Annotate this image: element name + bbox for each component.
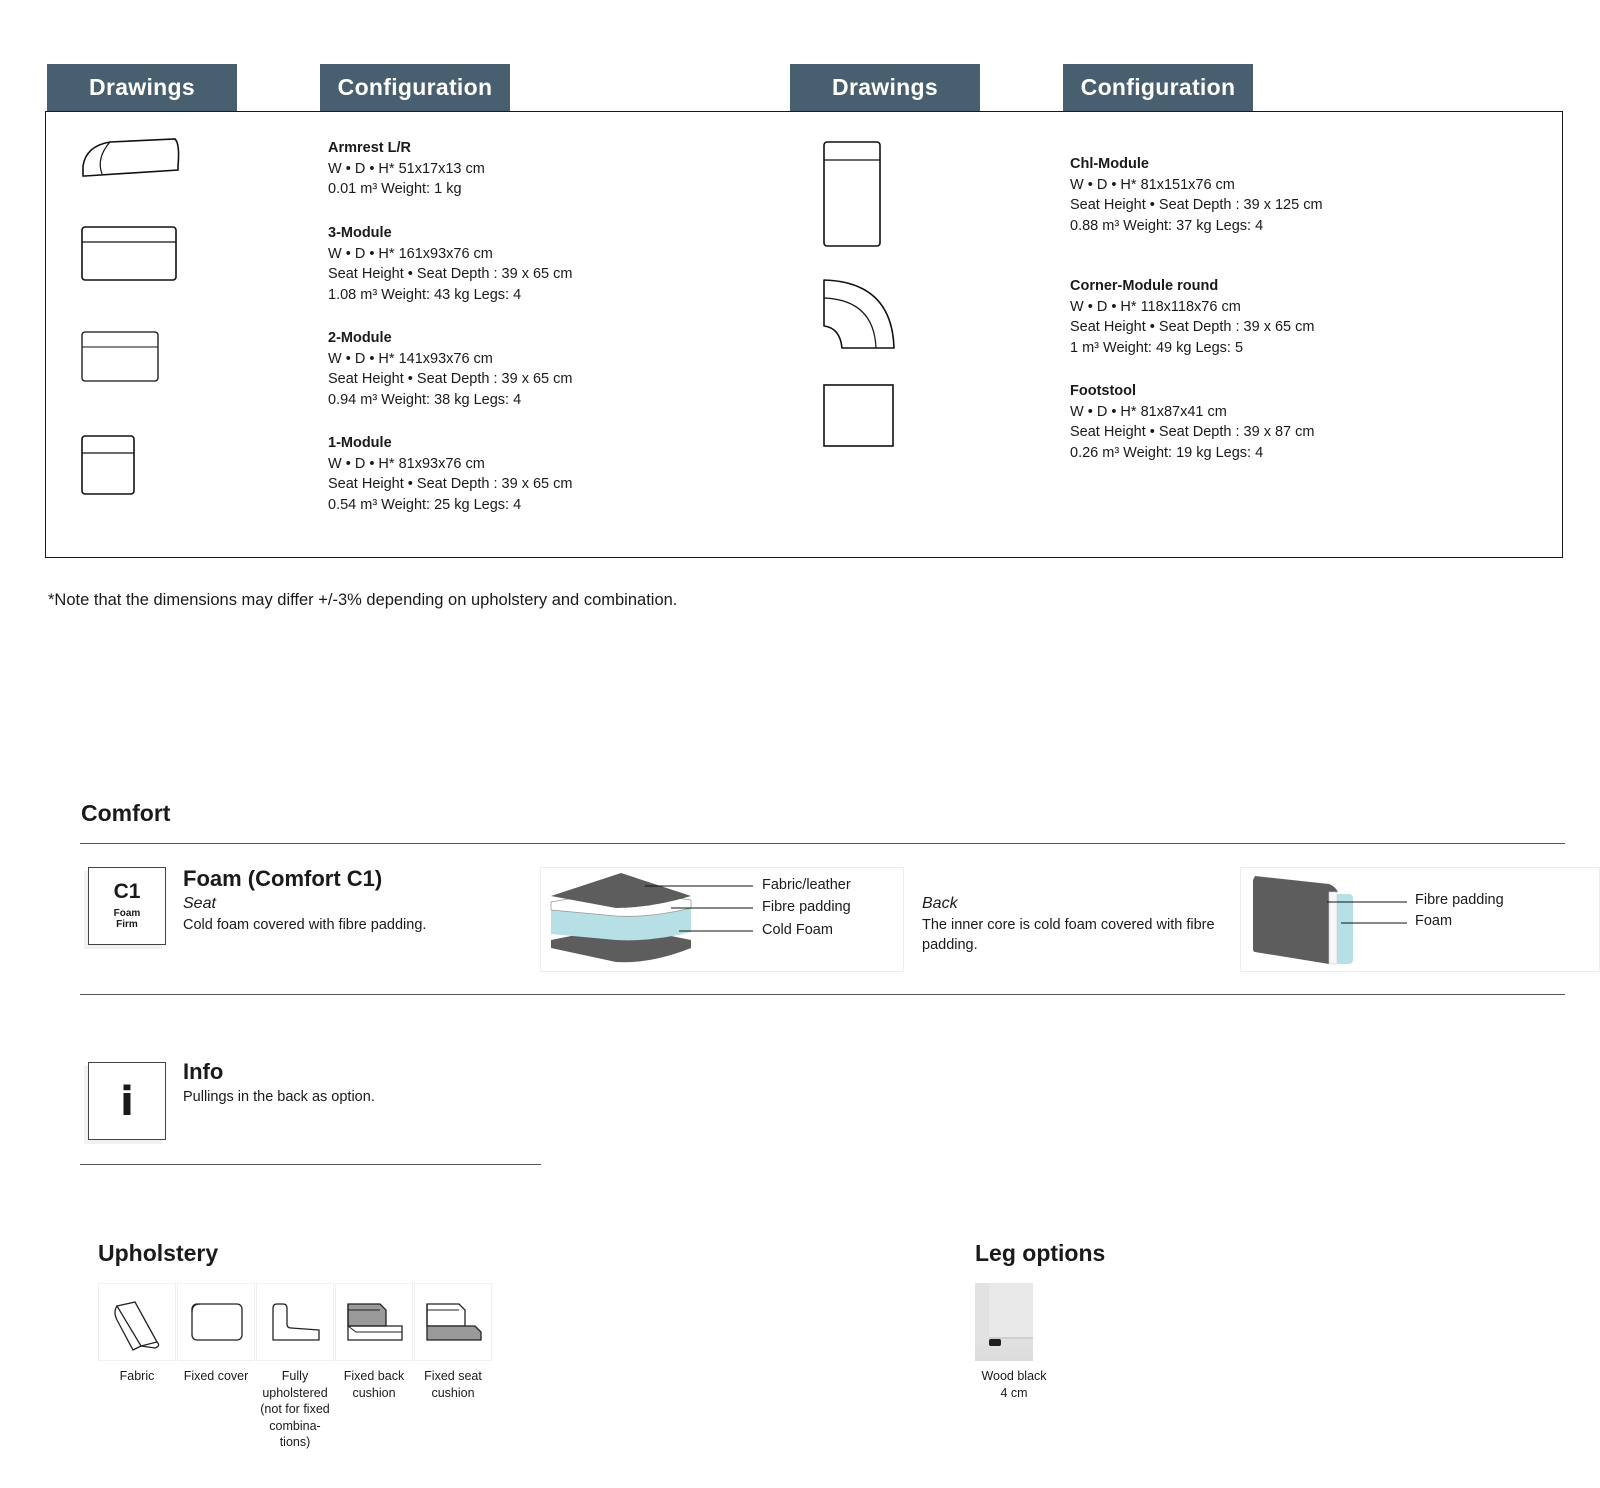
comfort-c1-icon [88,867,166,945]
caption-line: (not for fixed [260,1402,330,1416]
spec-name: 1-Module [328,435,392,451]
spec-dims: W • D • H* 118x118x76 cm [1070,298,1241,315]
caption-line: Fixed cover [183,1369,249,1383]
spec-seat: Seat Height • Seat Depth : 39 x 65 cm [328,266,573,282]
upholstery-caption-fully-upholstered [255,1368,335,1451]
caption-line: 4 cm [1000,1385,1028,1400]
spec-chl-module [1070,154,1323,236]
spec-name: Chl-Module [1070,156,1149,172]
spec-extra: 1.08 m³ Weight: 43 kg Legs: 4 [328,286,522,303]
spec-extra: 0.26 m³ Weight: 19 kg Legs: 4 [1070,444,1264,461]
upholstery-item-fixed-back-cushion [335,1283,413,1361]
layer-fibre-padding: Fibre padding [762,899,851,915]
comfort-heading: Comfort [81,800,171,826]
spec-extra: 0.88 m³ Weight: 37 kg Legs: 4 [1070,217,1264,234]
spec-seat: Seat Height • Seat Depth : 39 x 65 cm [328,476,573,492]
spec-2-module [328,328,572,410]
spec-corner-module-round [1070,276,1314,358]
2-module-drawing [80,330,162,384]
back-layers-illustration [1240,867,1600,972]
1-module-drawing [80,434,138,498]
spec-footstool [1070,381,1314,463]
back-label: Back [922,895,958,912]
upholstery-item-fixed-seat-cushion [414,1283,492,1361]
chl-module-drawing [822,140,884,248]
spec-seat: Seat Height • Seat Depth : 39 x 65 cm [328,371,573,387]
comfort-top-rule [80,843,1565,844]
caption-line: cushion [431,1385,475,1400]
fixed-cover-icon [178,1284,256,1362]
caption-line: upholstered [262,1385,328,1400]
back-layer-foam: Foam [1415,913,1453,929]
upholstery-heading: Upholstery [98,1240,219,1266]
info-glyph: i [120,1079,134,1125]
back-description: The inner core is cold foam covered with fibre padding. [922,917,1215,953]
caption-line: combina- [269,1418,321,1433]
spec-name: Armrest L/R [328,140,411,156]
leg-foot-graphic [975,1283,1033,1361]
upholstery-caption-fixed-back-cushion [334,1368,414,1401]
seat-label: Seat [183,895,216,912]
armrest-drawing [80,138,180,182]
upholstery-caption-fixed-cover [176,1368,256,1385]
comfort-icon-firm: Firm [116,919,138,930]
tab-configuration-left: Configuration [320,64,510,111]
spec-extra: 1 m³ Weight: 49 kg Legs: 5 [1070,339,1244,356]
tab-configuration-right: Configuration [1063,64,1253,111]
fixed-seat-cushion-icon [415,1284,493,1362]
comfort-code: C1 [113,880,141,903]
spec-name: 2-Module [328,330,392,346]
spec-armrest [328,138,485,200]
tab-drawings-left: Drawings [47,64,237,111]
info-icon [88,1062,166,1140]
info-rule [80,1164,541,1165]
leg-options-heading: Leg options [975,1240,1106,1266]
caption-line: Wood black [981,1369,1047,1383]
footstool-drawing [822,383,896,449]
comfort-title: Foam (Comfort C1) [183,866,383,891]
upholstery-item-fixed-cover [177,1283,255,1361]
caption-line: Fixed seat [424,1369,482,1383]
layer-fabric-leather: Fabric/leather [762,877,851,893]
spec-extra: 0.01 m³ Weight: 1 kg [328,181,462,197]
comfort-bottom-rule [80,994,1565,995]
layer-cold-foam: Cold Foam [762,922,833,938]
spec-dims: W • D • H* 51x17x13 cm [328,160,485,177]
info-title: Info [183,1059,224,1084]
spec-dims: W • D • H* 81x87x41 cm [1070,403,1227,420]
spec-3-module [328,223,572,305]
spec-extra: 0.54 m³ Weight: 25 kg Legs: 4 [328,496,522,513]
dimensions-note: *Note that the dimensions may differ +/-3% depending on upholstery and combination. [48,591,678,609]
fully-upholstered-icon [257,1284,335,1362]
spec-dims: W • D • H* 141x93x76 cm [328,350,493,367]
upholstery-caption-fixed-seat-cushion [413,1368,493,1401]
upholstery-item-fully-upholstered [256,1283,334,1361]
seat-layers-illustration [540,867,904,972]
upholstery-item-fabric [98,1283,176,1361]
seat-description: Cold foam covered with fibre padding. [183,917,427,933]
spec-seat: Seat Height • Seat Depth : 39 x 65 cm [1070,319,1315,335]
fixed-back-cushion-icon [336,1284,414,1362]
spec-1-module [328,433,572,515]
caption-line: cushion [352,1385,396,1400]
specification-table [45,111,1563,558]
spec-name: Footstool [1070,383,1137,399]
spec-seat: Seat Height • Seat Depth : 39 x 125 cm [1070,197,1323,213]
comfort-icon-foam: Foam [113,908,141,919]
info-text: Pullings in the back as option. [183,1089,375,1105]
tab-drawings-right: Drawings [790,64,980,111]
spec-extra: 0.94 m³ Weight: 38 kg Legs: 4 [328,391,522,408]
spec-dims: W • D • H* 81x93x76 cm [328,455,485,472]
spec-dims: W • D • H* 81x151x76 cm [1070,176,1235,193]
spec-name: 3-Module [328,225,392,241]
caption-line: Fully [281,1369,309,1383]
leg-caption-wood-black [975,1368,1053,1401]
3-module-drawing [80,225,180,283]
upholstery-caption-fabric [97,1368,177,1385]
spec-seat: Seat Height • Seat Depth : 39 x 87 cm [1070,424,1315,440]
fabric-icon [99,1284,177,1362]
caption-line: Fixed back [343,1369,405,1383]
caption-line: tions) [279,1435,311,1449]
leg-wood-black-photo [975,1283,1033,1361]
caption-line: Fabric [119,1369,155,1383]
corner-module-round-drawing [822,278,898,352]
comfort-icon-label [89,908,165,930]
spec-name: Corner-Module round [1070,278,1219,294]
spec-dims: W • D • H* 161x93x76 cm [328,245,493,262]
back-layer-fibre-padding: Fibre padding [1415,892,1504,908]
